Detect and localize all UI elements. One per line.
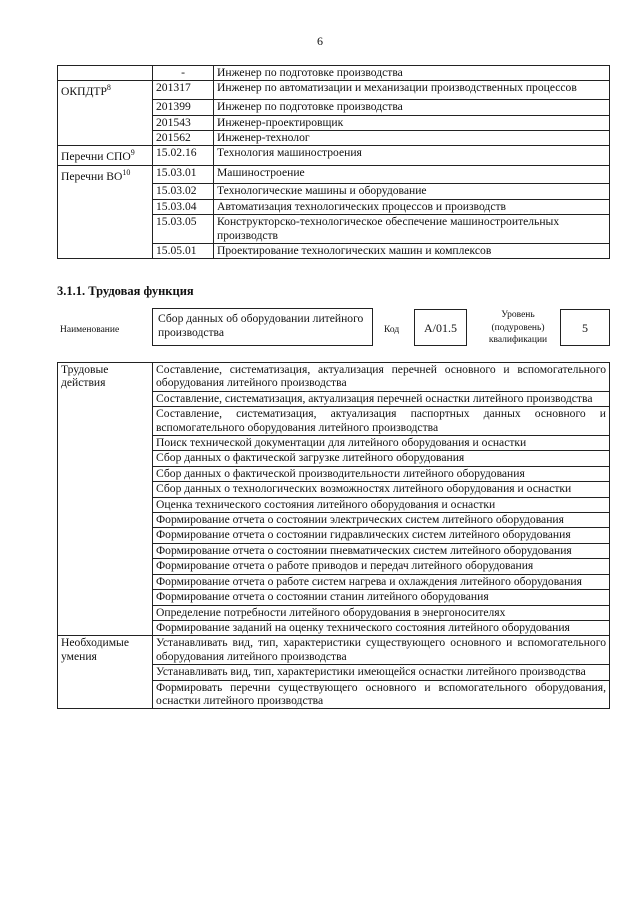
codes-code-cell: 15.03.04: [153, 199, 214, 214]
codes-group-cell: [58, 165, 153, 184]
codes-row: [58, 146, 610, 165]
classification-codes-table: [57, 65, 610, 259]
codes-group-cell: [58, 184, 153, 199]
function-name-box: Сбор данных об оборудовании литейного производства: [152, 308, 373, 346]
codes-group-label: Перечни СПО: [61, 150, 131, 164]
codes-group-cell: [58, 215, 153, 244]
page-number: 6: [317, 34, 323, 48]
codes-name-cell: Инженер-технолог: [214, 130, 610, 145]
codes-group-cell: [58, 244, 153, 259]
required-skills-label: Необходимые умения: [58, 636, 153, 709]
codes-code-cell: -: [153, 66, 214, 81]
codes-row: [58, 199, 610, 214]
codes-code-cell: 201317: [153, 81, 214, 100]
codes-group-cell: [58, 81, 153, 100]
footnote-mark: 10: [122, 167, 131, 177]
codes-name-cell: Технологические машины и оборудование: [214, 184, 610, 199]
codes-name-cell: Машиностроение: [214, 165, 610, 184]
codes-code-cell: 201399: [153, 100, 214, 115]
codes-code-cell: 15.03.05: [153, 215, 214, 244]
codes-name-cell: Инженер по автоматизации и механизации производственных процессов: [214, 81, 610, 100]
codes-group-cell: [58, 199, 153, 214]
labor-action-item: Составление, систематизация, актуализация перечней основного и вспомогательного оборудования литейного производства: [153, 363, 610, 392]
labor-action-item: Формирование отчета о состоянии пневматических систем литейного оборудования: [153, 543, 610, 558]
codes-row: [58, 184, 610, 199]
labor-action-item: Оценка технического состояния литейного оборудования и оснастки: [153, 497, 610, 512]
labor-action-item: Сбор данных о фактической загрузке литейного оборудования: [153, 451, 610, 466]
codes-group-cell: [58, 66, 153, 81]
codes-code-cell: 201562: [153, 130, 214, 145]
codes-name-cell: Конструкторско-технологическое обеспечение машиностроительных производств: [214, 215, 610, 244]
codes-code-cell: 15.03.01: [153, 165, 214, 184]
qualification-level-box: 5: [560, 309, 610, 346]
codes-code-cell: 15.02.16: [153, 146, 214, 165]
labor-function-table: [57, 362, 610, 709]
labor-action-item: Поиск технической документации для литейного оборудования и оснастки: [153, 436, 610, 451]
footnote-mark: 8: [106, 83, 111, 93]
level-label: Уровень (подуровень) квалификации: [488, 310, 548, 345]
codes-row: [58, 215, 610, 244]
codes-group-cell: [58, 146, 153, 165]
codes-name-cell: Инженер по подготовке производства: [214, 66, 610, 81]
codes-group-cell: [58, 115, 153, 130]
codes-code-cell: 15.05.01: [153, 244, 214, 259]
required-skill-item: Устанавливать вид, тип, характеристики существующего основного и вспомогательного оборудования литейного производства: [153, 636, 610, 665]
labor-action-item: Формирование отчета о состоянии электрических систем литейного оборудования: [153, 513, 610, 528]
codes-group-cell: [58, 130, 153, 145]
codes-name-cell: Инженер по подготовке производства: [214, 100, 610, 115]
code-label: Код: [384, 325, 400, 335]
codes-row: [58, 81, 610, 100]
codes-name-cell: Технология машиностроения: [214, 146, 610, 165]
codes-group-cell: [58, 100, 153, 115]
required-skill-item: Устанавливать вид, тип, характеристики имеющейся оснастки литейного производства: [153, 665, 610, 680]
labor-action-item: Составление, систематизация, актуализация паспортных данных основного и вспомогательного оборудования литейного производства: [153, 407, 610, 436]
labor-action-item: Формирование отчета о состоянии станин литейного оборудования: [153, 590, 610, 605]
codes-name-cell: Проектирование технологических машин и комплексов: [214, 244, 610, 259]
labor-action-item: Формирование отчета о работе приводов и передач литейного оборудования: [153, 559, 610, 574]
name-label: Наименование: [60, 325, 120, 335]
labor-action-item: Определение потребности литейного оборудования в энергоносителях: [153, 605, 610, 620]
codes-row: [58, 100, 610, 115]
section-heading: 3.1.1. Трудовая функция: [57, 284, 194, 298]
codes-row: [58, 115, 610, 130]
codes-code-cell: 201543: [153, 115, 214, 130]
codes-row: [58, 165, 610, 184]
labor-action-item: Формирование отчета о состоянии гидравлических систем литейного оборудования: [153, 528, 610, 543]
labor-action-item: Сбор данных о технологических возможностях литейного оборудования и оснастки: [153, 482, 610, 497]
codes-row: [58, 130, 610, 145]
codes-group-label: Перечни ВО: [61, 169, 123, 183]
codes-group-label: ОКПДТР: [61, 85, 107, 99]
labor-action-item-row: [58, 363, 610, 392]
labor-action-item: Формирование заданий на оценку технического состояния литейного оборудования: [153, 620, 610, 635]
codes-name-cell: Инженер-проектировщик: [214, 115, 610, 130]
labor-action-item: Формирование отчета о работе систем нагрева и охлаждения литейного оборудования: [153, 574, 610, 589]
codes-name-cell: Автоматизация технологических процессов и производств: [214, 199, 610, 214]
required-skill-item-row: [58, 636, 610, 665]
labor-action-item: Составление, систематизация, актуализация перечней оснастки литейного производства: [153, 391, 610, 406]
codes-row: [58, 244, 610, 259]
labor-actions-label: Трудовые действия: [58, 363, 153, 636]
codes-code-cell: 15.03.02: [153, 184, 214, 199]
labor-action-item: Сбор данных о фактической производительности литейного оборудования: [153, 466, 610, 481]
function-code-box: А/01.5: [414, 309, 467, 346]
codes-row: [58, 66, 610, 81]
required-skill-item: Формировать перечни существующего основного и вспомогательного оборудования, оснастки литейного производства: [153, 680, 610, 709]
footnote-mark: 9: [130, 148, 135, 158]
